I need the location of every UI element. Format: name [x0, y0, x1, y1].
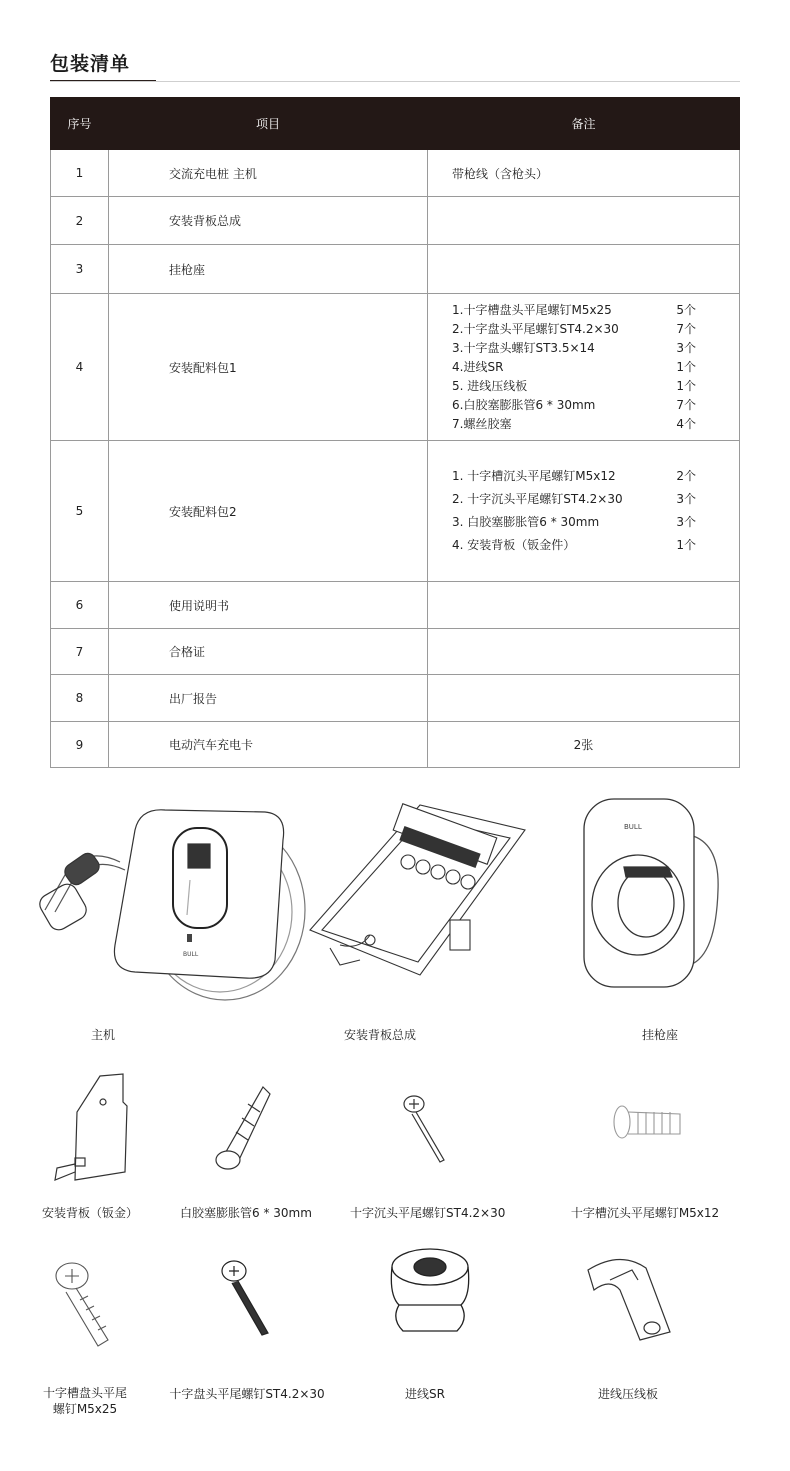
caption-countersunk-m5: 十字槽沉头平尾螺钉M5x12: [570, 1206, 720, 1220]
caption-sheet-backplate: 安装背板（钣金）: [41, 1206, 138, 1220]
row-note-list: [428, 441, 740, 582]
row-item: 挂枪座: [109, 245, 428, 294]
gun-holder-figure: [580, 795, 720, 990]
caption-pan-m5: [30, 1385, 140, 1417]
svg-text:BULL: BULL: [624, 823, 642, 831]
note-qty: 1个: [676, 538, 696, 552]
table-row: [51, 245, 740, 294]
note-line: [452, 377, 696, 396]
note-text: 4. 安装背板（钣金件）: [452, 538, 576, 552]
caption-pan-m5-line1: 十字槽盘头平尾: [42, 1386, 127, 1400]
table-row: [51, 675, 740, 722]
row-note-list: [428, 294, 740, 441]
row-no: 1: [51, 150, 109, 197]
table-row: [51, 294, 740, 441]
backplate-assembly-figure: [300, 800, 530, 985]
page-title: 包装清单: [50, 53, 131, 75]
caption-gun-holder: 挂枪座: [641, 1028, 678, 1042]
caption-main-unit: 主机: [90, 1028, 115, 1042]
row-item: 合格证: [109, 629, 428, 675]
note-qty: 4个: [676, 416, 696, 431]
note-qty: 1个: [676, 359, 696, 374]
note-line: [452, 465, 696, 488]
note-text: 1.十字槽盘头平尾螺钉M5x25: [452, 302, 612, 317]
row-item: 出厂报告: [109, 675, 428, 722]
sheet-backplate-figure: [45, 1072, 145, 1182]
table-header-row: [51, 98, 740, 150]
row-item: 电动汽车充电卡: [109, 722, 428, 768]
caption-anchor: 白胶塞膨胀管6 * 30mm: [180, 1206, 312, 1220]
row-note: [428, 675, 740, 722]
row-item: 使用说明书: [109, 582, 428, 629]
svg-text:BULL: BULL: [183, 951, 199, 958]
row-no: 6: [51, 582, 109, 629]
header-item: 项目: [109, 98, 428, 150]
countersunk-m5-screw-figure: [608, 1100, 688, 1145]
header-no: 序号: [51, 98, 109, 150]
table-row: [51, 197, 740, 245]
main-unit-figure: [25, 800, 305, 1005]
note-qty: 2个: [676, 469, 696, 483]
note-qty: 7个: [676, 397, 696, 412]
row-item: 安装配料包2: [109, 441, 428, 582]
note-line: [452, 358, 696, 377]
note-line: [452, 415, 696, 434]
row-item: 交流充电桩 主机: [109, 150, 428, 197]
note-qty: 3个: [676, 492, 696, 506]
caption-inlet-sr: 进线SR: [405, 1387, 445, 1401]
note-text: 6.白胶塞膨胀管6 * 30mm: [452, 397, 596, 412]
note-qty: 1个: [676, 378, 696, 393]
note-line: [452, 339, 696, 358]
note-line: [452, 301, 696, 320]
caption-countersunk-st: 十字沉头平尾螺钉ST4.2×30: [350, 1206, 506, 1220]
pan-st-screw-figure: [218, 1255, 278, 1340]
caption-clamp-plate: 进线压线板: [597, 1387, 658, 1401]
row-no: 8: [51, 675, 109, 722]
note-line: [452, 534, 696, 557]
row-note: [428, 629, 740, 675]
note-line: [452, 320, 696, 339]
note-text: 3. 白胶塞膨胀管6 * 30mm: [452, 515, 600, 529]
row-no: 5: [51, 441, 109, 582]
table-row: [51, 150, 740, 197]
row-no: 7: [51, 629, 109, 675]
row-no: 9: [51, 722, 109, 768]
caption-backplate-assembly: 安装背板总成: [343, 1028, 416, 1042]
note-text: 4.进线SR: [452, 359, 504, 374]
table-row: [51, 722, 740, 768]
row-note: 2张: [428, 722, 740, 768]
row-item: 安装背板总成: [109, 197, 428, 245]
table-row: [51, 629, 740, 675]
pan-m5-screw-figure: [50, 1258, 120, 1353]
header-note: 备注: [428, 98, 740, 150]
note-text: 7.螺丝胶塞: [452, 416, 512, 431]
row-no: 2: [51, 197, 109, 245]
note-text: 1. 十字槽沉头平尾螺钉M5x12: [452, 469, 616, 483]
row-note: [428, 245, 740, 294]
row-no: 3: [51, 245, 109, 294]
row-no: 4: [51, 294, 109, 441]
note-qty: 3个: [676, 340, 696, 355]
row-item: 安装配料包1: [109, 294, 428, 441]
caption-pan-st: 十字盘头平尾螺钉ST4.2×30: [169, 1387, 325, 1401]
row-note: 带枪线（含枪头）: [428, 150, 740, 197]
countersunk-st-screw-figure: [400, 1090, 455, 1165]
packing-list-table: [50, 97, 740, 768]
row-note: [428, 582, 740, 629]
note-text: 3.十字盘头螺钉ST3.5×14: [452, 340, 595, 355]
table-row: [51, 582, 740, 629]
note-qty: 7个: [676, 321, 696, 336]
row-note: [428, 197, 740, 245]
note-qty: 5个: [676, 302, 696, 317]
note-line: [452, 511, 696, 534]
note-text: 2.十字盘头平尾螺钉ST4.2×30: [452, 321, 619, 336]
note-text: 5. 进线压线板: [452, 378, 528, 393]
table-row: [51, 441, 740, 582]
title-divider: [50, 81, 740, 82]
note-text: 2. 十字沉头平尾螺钉ST4.2×30: [452, 492, 623, 506]
note-line: [452, 396, 696, 415]
anchor-figure: [208, 1082, 278, 1177]
note-qty: 3个: [676, 515, 696, 529]
inlet-sr-figure: [385, 1245, 475, 1345]
caption-pan-m5-line2: 螺钉M5x25: [52, 1402, 118, 1416]
clamp-plate-figure: [580, 1250, 680, 1350]
note-line: [452, 488, 696, 511]
